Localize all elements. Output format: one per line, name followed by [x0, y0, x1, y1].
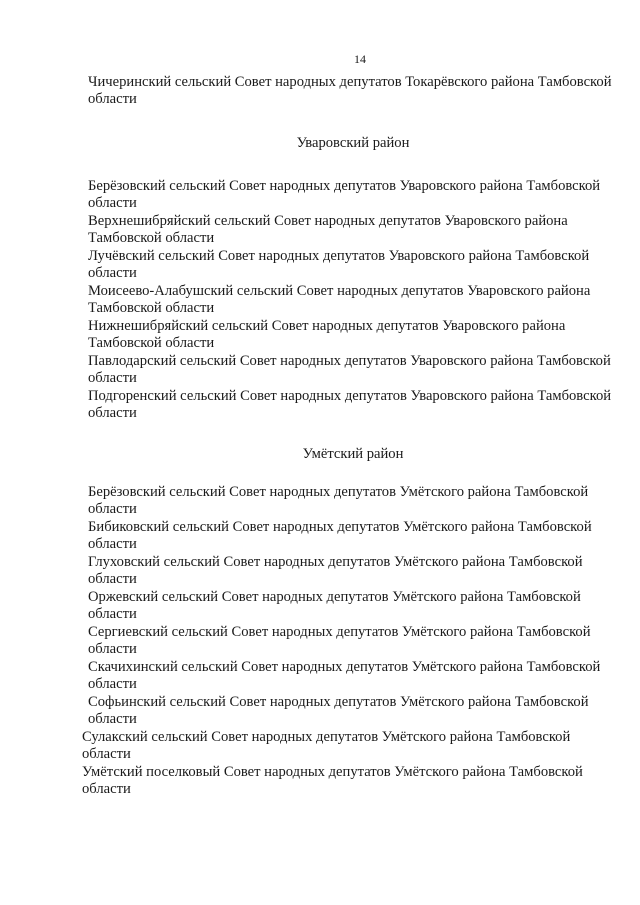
council-entry: Нижнешибряйский сельский Совет народных депутатов Уваровского района Тамбовской области [88, 318, 566, 351]
council-entry: Софьинский сельский Совет народных депутатов Умётского района Тамбовской области [88, 694, 589, 727]
council-entry: Чичеринский сельский Совет народных депутатов Токарёвского района Тамбовской области [88, 74, 612, 107]
council-entry: Берёзовский сельский Совет народных депутатов Уваровского района Тамбовской области [88, 178, 601, 211]
council-entry: Сулакский сельский Совет народных депутатов Умётского района Тамбовской области [82, 729, 571, 762]
section-list [82, 484, 618, 798]
page-number: 14 [354, 52, 366, 66]
council-entry: Бибиковский сельский Совет народных депутатов Умётского района Тамбовской области [88, 519, 592, 552]
section-heading: Умётский район [302, 446, 404, 462]
document-body [82, 74, 618, 798]
council-entry: Глуховский сельский Совет народных депутатов Умётского района Тамбовской области [88, 554, 583, 587]
council-entry: Верхнешибряйский сельский Совет народных депутатов Уваровского района Тамбовской области [88, 213, 568, 246]
council-entry: Оржевский сельский Совет народных депутатов Умётского района Тамбовской области [88, 589, 581, 622]
council-entry: Берёзовский сельский Совет народных депутатов Умётского района Тамбовской области [88, 484, 589, 517]
council-entry: Скачихинский сельский Совет народных депутатов Умётского района Тамбовской области [88, 659, 601, 692]
section-list [88, 178, 618, 422]
council-entry: Павлодарский сельский Совет народных депутатов Уваровского района Тамбовской области [88, 353, 611, 386]
council-entry: Моисеево-Алабушский сельский Совет народных депутатов Уваровского района Тамбовской области [88, 283, 591, 316]
council-entry: Умётский поселковый Совет народных депутатов Умётского района Тамбовской области [82, 764, 583, 797]
section-heading: Уваровский район [296, 135, 410, 151]
council-entry: Лучёвский сельский Совет народных депутатов Уваровского района Тамбовской области [88, 248, 590, 281]
council-entry: Подгоренский сельский Совет народных депутатов Уваровского района Тамбовской области [88, 388, 612, 421]
council-entry: Сергиевский сельский Совет народных депутатов Умётского района Тамбовской области [88, 624, 591, 657]
